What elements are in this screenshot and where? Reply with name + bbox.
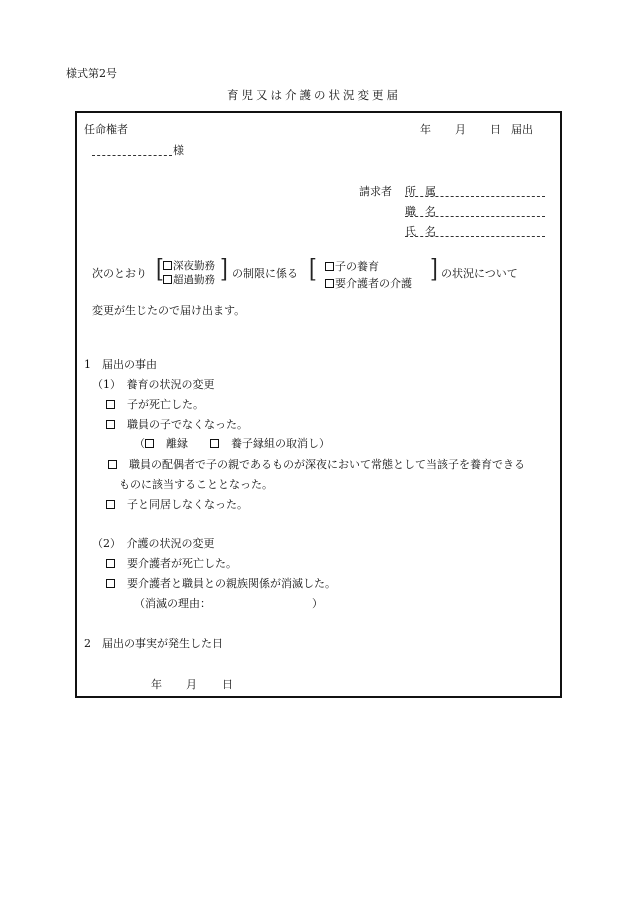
appointer-name-line[interactable]: [92, 155, 172, 156]
sub2-heading: （2） 介護の状況の変更: [92, 537, 215, 550]
occurred-month: 月: [186, 678, 197, 691]
item-cared-person-died[interactable]: [106, 558, 237, 569]
affiliation-field[interactable]: [405, 196, 545, 197]
statement-line2: 変更が生じたので届け出ます。: [92, 304, 246, 317]
child-died-label: 子が死亡した。: [127, 398, 204, 411]
nursing-care-label: 要介護者の介護: [335, 277, 412, 290]
paren-close: ）: [319, 437, 330, 450]
item-not-cohabiting[interactable]: [106, 499, 248, 510]
item-child-died[interactable]: [106, 399, 204, 410]
divorce-adoption-label: 離縁: [166, 437, 188, 450]
checkbox-relation-ended[interactable]: [106, 579, 115, 588]
statement-suffix: の状況について: [441, 267, 518, 280]
childcare-label: 子の養育: [335, 260, 379, 273]
section2-heading: 2 届出の事実が発生した日: [84, 637, 223, 650]
statement-prefix: 次のとおり: [92, 267, 147, 280]
sub1-heading: （1） 養育の状況の変更: [92, 378, 215, 391]
checkbox-adoption-cancel[interactable]: [210, 439, 219, 448]
checkbox-late-night[interactable]: [163, 261, 172, 270]
checkbox-not-cohabiting[interactable]: [106, 500, 115, 509]
reason-close: ）: [312, 597, 323, 610]
statement-middle: の制限に係る: [232, 267, 298, 280]
option-childcare[interactable]: [325, 261, 379, 272]
checkbox-child-died[interactable]: [106, 400, 115, 409]
checkbox-overtime[interactable]: [163, 275, 172, 284]
bracket-left-a: [: [156, 253, 164, 283]
spouse-can-care-line2: ものに該当することとなった。: [119, 478, 273, 491]
item-no-longer-child[interactable]: [106, 419, 248, 430]
checkbox-spouse-can-care[interactable]: [108, 460, 117, 469]
occurred-day: 日: [222, 678, 233, 691]
checkbox-nursing-care[interactable]: [325, 279, 334, 288]
occurred-year: 年: [151, 678, 162, 691]
no-longer-child-label: 職員の子でなくなった。: [127, 418, 248, 431]
affiliation-label: 所属: [405, 185, 445, 198]
cared-person-died-label: 要介護者が死亡した。: [127, 557, 237, 570]
relation-ended-label: 要介護者と職員との親族関係が消滅した。: [127, 577, 336, 590]
section1-heading: 1 届出の事由: [84, 358, 157, 371]
page-title: 育児又は介護の状況変更届: [227, 88, 401, 102]
sama-label: 様: [173, 144, 184, 157]
checkbox-childcare[interactable]: [325, 262, 334, 271]
appointer-label: 任命権者: [84, 123, 128, 136]
paren-open: （: [134, 437, 145, 450]
name-label: 氏名: [405, 225, 445, 238]
option-nursing-care[interactable]: [325, 278, 412, 289]
option-overtime[interactable]: [163, 275, 215, 286]
option-late-night[interactable]: [163, 261, 215, 272]
adoption-cancel-label: 養子縁組の取消し: [231, 437, 319, 450]
checkbox-no-longer-child[interactable]: [106, 420, 115, 429]
job-title-field[interactable]: [405, 216, 545, 217]
form-number: 様式第2号: [66, 67, 117, 80]
reason-label: （消滅の理由：: [134, 597, 211, 610]
late-night-label: 深夜勤務: [173, 260, 215, 272]
checkbox-cared-person-died[interactable]: [106, 559, 115, 568]
filed-day: 日: [490, 123, 501, 136]
filed-month: 月: [455, 123, 466, 136]
bracket-right-a: ]: [220, 253, 228, 283]
bracket-right-b: ]: [430, 253, 438, 283]
filed-year: 年: [420, 123, 431, 136]
name-field[interactable]: [405, 236, 545, 237]
bracket-left-b: [: [309, 253, 317, 283]
job-title-label: 職名: [405, 205, 445, 218]
item-relation-ended[interactable]: [106, 578, 336, 589]
not-cohabiting-label: 子と同居しなくなった。: [127, 498, 248, 511]
overtime-label: 超過勤務: [173, 274, 215, 286]
filed-label: 届出: [511, 123, 533, 136]
item-spouse-can-care[interactable]: [108, 459, 525, 470]
checkbox-divorce-adoption[interactable]: [145, 439, 154, 448]
spouse-can-care-line1: 職員の配偶者で子の親であるものが深夜において常態として当該子を養育できる: [129, 458, 525, 471]
applicant-label: 請求者: [359, 185, 392, 198]
paren-options: [134, 438, 330, 449]
